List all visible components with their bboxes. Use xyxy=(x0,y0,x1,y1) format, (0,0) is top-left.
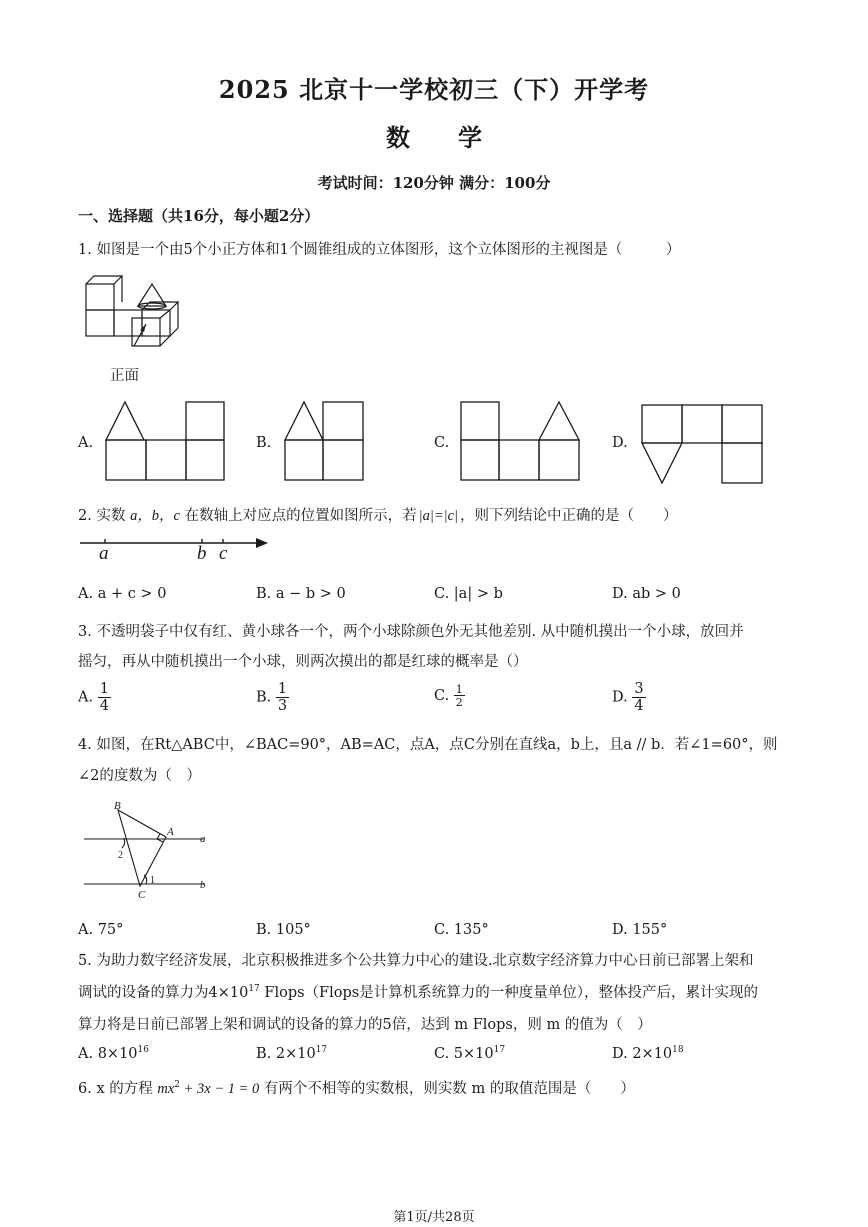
q3-option-d: D. $\frac{3}{4}$ xyxy=(612,681,644,714)
q5-option-a: A. $8\times 10^{16}$ xyxy=(78,1045,149,1062)
fig-label-angle-1: 1 xyxy=(150,875,155,886)
fig-label-A: A xyxy=(167,826,174,838)
q5-option-b: B. $2\times 10^{17}$ xyxy=(256,1045,328,1062)
q1-option-d-figure xyxy=(640,403,764,485)
q1-option-b-label: B. xyxy=(256,435,272,451)
q4-option-a: A. 75° xyxy=(78,922,124,938)
q2-option-c: C. |a| > b xyxy=(434,586,503,602)
question-5-line-1: 5. 为助力数字经济发展，北京积极推进多个公共算力中心的建设.北京数字经济算力中心日前已部署上架和 xyxy=(78,953,754,969)
axis-label-a: a xyxy=(99,543,109,564)
q5-option-c: C. $5\times 10^{17}$ xyxy=(434,1045,506,1062)
q4-option-d: D. 155° xyxy=(612,922,668,938)
q1-solid-figure xyxy=(84,272,194,352)
question-3-line-2: 摇匀，再从中随机摸出一个小球，则两次摸出的都是红球的概率是（） xyxy=(78,654,528,670)
q1-option-a-figure xyxy=(104,400,226,482)
axis-label-c: c xyxy=(219,543,228,564)
q1-option-a-label: A. xyxy=(78,435,94,451)
q2-number-line xyxy=(80,530,270,566)
fig-label-line-a: a xyxy=(200,833,206,845)
q4-option-b: B. 105° xyxy=(256,922,311,938)
section-heading: 一、选择题（共16分，每小题2分） xyxy=(78,207,320,225)
question-3-line-1: 3. 不透明袋子中仅有红、黄小球各一个，两个小球除颜色外无其他差别. 从中随机摸出一个小球，放回并 xyxy=(78,624,744,640)
q3-option-c: C. $\frac{1}{2}$ xyxy=(434,683,463,709)
question-1-text: 1. 如图是一个由5个小正方体和1个圆锥组成的立体图形，这个立体图形的主视图是（ ） xyxy=(78,242,681,258)
fig-label-line-b: b xyxy=(200,879,206,891)
exam-info: 考试时间：120分钟 满分：100分 xyxy=(317,174,551,192)
page-title: 2025 北京十一学校初三（下）开学考 xyxy=(218,75,650,104)
fig-label-C: C xyxy=(138,889,146,901)
fig-label-angle-2: 2 xyxy=(118,850,123,861)
question-5-line-2: 调试的设备的算力为$4\times 10^{17}$ Flops（Flops是计算机系统算力的一种度量单位），整体投产后，累计实现的 xyxy=(78,984,758,1001)
q1-option-c-label: C. xyxy=(434,435,450,451)
q3-option-b: B. $\frac{1}{3}$ xyxy=(256,681,288,714)
q4-triangle-figure xyxy=(84,800,224,904)
q1-option-b-figure xyxy=(283,400,365,482)
q5-option-d: D. $2\times 10^{18}$ xyxy=(612,1045,684,1062)
front-label: 正面 xyxy=(110,368,139,384)
question-4-line-1: 4. 如图，在Rt△ABC中，∠BAC=90°，AB=AC，点A，点C分别在直线a，b上，且a // b．若∠1=60°，则 xyxy=(78,737,778,753)
question-6-text: 6. x 的方程 $mx^2 + 3x - 1 = 0$ 有两个不相等的实数根，则实数 m 的取值范围是（ ） xyxy=(78,1080,635,1097)
subject-title: 数 学 xyxy=(386,123,482,152)
question-4-line-2: ∠2的度数为（ ） xyxy=(78,768,201,784)
q2-option-a: A. a + c > 0 xyxy=(78,586,167,602)
axis-label-b: b xyxy=(197,543,207,564)
page-number: 第1页/共28页 xyxy=(393,1210,475,1225)
fig-label-B: B xyxy=(114,800,121,812)
q3-option-a: A. $\frac{1}{4}$ xyxy=(78,681,109,714)
q1-option-d-label: D. xyxy=(612,435,628,451)
question-5-line-3: 算力将是日前已部署上架和调试的设备的算力的5倍，达到 m Flops，则 m 的值为（ ） xyxy=(78,1017,652,1033)
q2-option-d: D. ab > 0 xyxy=(612,586,681,602)
q4-option-c: C. 135° xyxy=(434,922,489,938)
q2-option-b: B. a − b > 0 xyxy=(256,586,346,602)
q1-option-c-figure xyxy=(459,400,581,482)
question-2-text: 2. 实数 a，b，c 在数轴上对应点的位置如图所示，若 |a|=|c| ，则下列结论中正确的是（ ） xyxy=(78,508,678,524)
